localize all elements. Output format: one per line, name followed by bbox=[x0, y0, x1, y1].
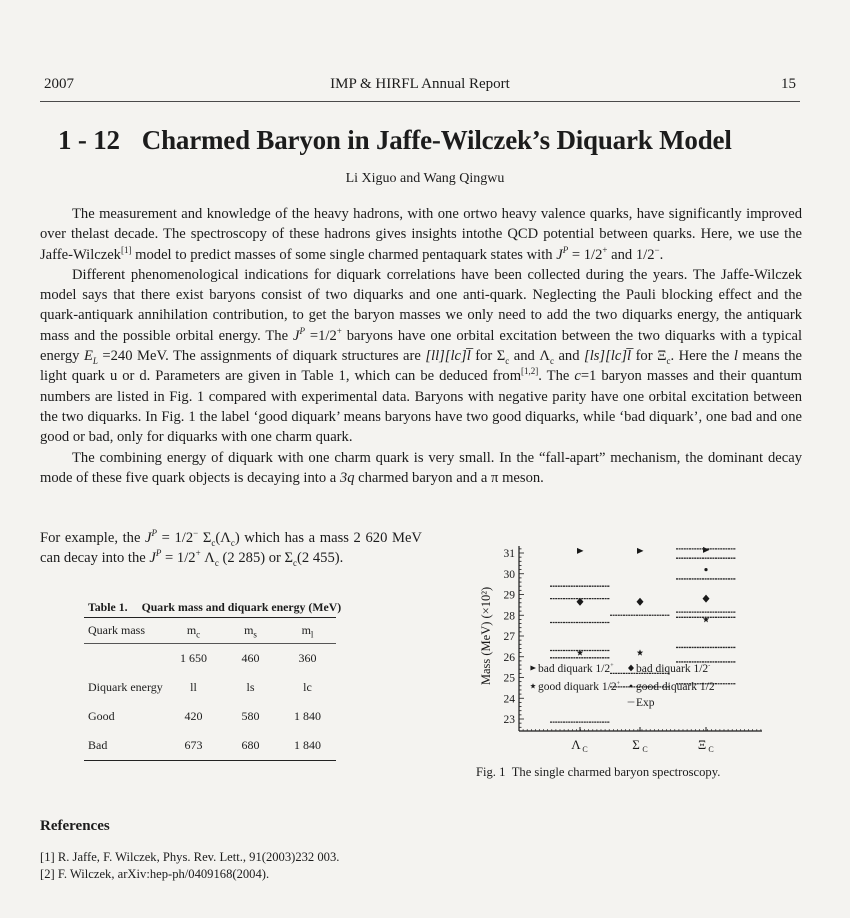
table-1 bbox=[84, 600, 342, 761]
table-cell: ls bbox=[246, 680, 255, 694]
data-point bbox=[703, 547, 710, 553]
symbol: J bbox=[556, 246, 563, 263]
table-header-cell: Quark mass bbox=[84, 618, 165, 644]
table-cell: ll bbox=[190, 680, 197, 694]
table-cell: 1 650 bbox=[180, 651, 207, 665]
table-cell: Diquark energy bbox=[88, 680, 163, 694]
x-category-subscript: C bbox=[582, 745, 588, 754]
legend-entry bbox=[530, 681, 620, 693]
table-cell: 1 840 bbox=[293, 738, 321, 752]
table-cell: 680 bbox=[241, 738, 260, 752]
symbol: [ll][lc]l̅ bbox=[425, 348, 471, 365]
text: and 1/2 bbox=[607, 246, 655, 263]
article-number: 1 - 12 bbox=[58, 125, 120, 155]
legend-label: good diquark 1/2+ bbox=[538, 681, 620, 693]
article-title bbox=[58, 125, 798, 156]
figure-caption bbox=[476, 765, 720, 780]
text: =240 MeV. The assignments of diquark structures are bbox=[97, 348, 426, 365]
symbol: c bbox=[505, 355, 510, 366]
symbol: 3q bbox=[339, 469, 355, 486]
table-row bbox=[84, 702, 336, 731]
header-year: 2007 bbox=[44, 76, 74, 92]
quark-mass-table bbox=[84, 617, 336, 761]
legend-marker bbox=[628, 665, 634, 672]
symbol: − bbox=[654, 244, 660, 255]
text: Different phenomenological indications for diquark correlations have been collected during the years. The Jaffe-Wilczek model says that there exist baryons consist of two diquarks and one anti-quark. Neglecting the Pauli blocking effect and the quark-antiquark annihilation contribution, to get the baryon masses we only need to add the two diquarks energy, the antiquark mass and the possible orbital energy. The bbox=[40, 266, 802, 344]
table-cell: lc bbox=[303, 680, 312, 694]
legend-label: bad diquark 1/2- bbox=[636, 663, 711, 675]
text: = 1/2 bbox=[568, 246, 603, 263]
y-tick-label: 28 bbox=[503, 610, 515, 623]
symbol: P bbox=[151, 528, 158, 539]
legend-superscript: - bbox=[708, 663, 711, 669]
symbol: m bbox=[301, 623, 311, 637]
header-journal: IMP & HIRFL Annual Report bbox=[330, 76, 510, 92]
series-bad-diquark-1-2- bbox=[577, 595, 710, 606]
reference-item bbox=[40, 866, 339, 883]
article-title-text: Charmed Baryon in Jaffe-Wilczek’s Diquark Model bbox=[141, 125, 732, 155]
symbol: c bbox=[211, 537, 216, 548]
y-tick-label: 29 bbox=[503, 589, 515, 602]
text: Σ bbox=[198, 530, 212, 546]
table-cell bbox=[84, 644, 165, 674]
symbol: P bbox=[155, 548, 162, 559]
y-tick-label: 31 bbox=[503, 548, 515, 560]
text: (2 455). bbox=[297, 550, 344, 567]
symbol: J bbox=[292, 327, 300, 344]
figure-label: Fig. 1 bbox=[476, 765, 506, 779]
x-category-label: Λ bbox=[571, 737, 581, 752]
legend-entry bbox=[530, 663, 614, 675]
citation: [1] bbox=[120, 244, 132, 255]
text: For example, the bbox=[40, 530, 146, 546]
legend-superscript: - bbox=[714, 681, 717, 687]
y-tick-label: 23 bbox=[503, 714, 515, 726]
table-cell: 460 bbox=[241, 651, 260, 665]
text: =1 baryon masses and their quantum numbers are listed in Fig. 1 compared with experimental data. Baryons with negative parity have one orbital excitation between the two diquarks. In Fig. 1 the label ‘good diquark’ means baryons have two good diquarks, while ‘bad diquark’, one bad and one good or bad, only for diquarks with one charm quark. bbox=[40, 368, 802, 446]
paragraph-1 bbox=[40, 204, 802, 265]
legend-label: good diquark 1/2- bbox=[636, 681, 717, 693]
series-bad-diquark-1-2- bbox=[577, 547, 710, 554]
text: = 1/2 bbox=[161, 550, 196, 567]
symbol: c bbox=[574, 368, 581, 385]
symbol: c bbox=[666, 355, 671, 366]
symbol: m bbox=[244, 623, 254, 637]
series-good-diquark-1-2- bbox=[577, 616, 709, 655]
text: . Here the bbox=[670, 348, 734, 365]
table-title: Quark mass and diquark energy (MeV) bbox=[141, 600, 342, 614]
text: = 1/2 bbox=[157, 530, 194, 546]
text: and bbox=[553, 348, 585, 365]
symbol: P bbox=[299, 325, 305, 336]
table-header-row bbox=[84, 618, 336, 644]
text: =1/2 bbox=[304, 327, 337, 344]
text: (2 285) or Σ bbox=[218, 550, 294, 567]
symbol: E bbox=[83, 348, 93, 365]
text: charmed baryon and a π meson. bbox=[354, 469, 544, 486]
symbol: s bbox=[253, 629, 257, 640]
table-label: Table 1. bbox=[88, 600, 128, 614]
x-category-subscript: C bbox=[708, 745, 714, 754]
running-header bbox=[44, 76, 796, 98]
symbol: c bbox=[196, 629, 201, 640]
text: (Λ bbox=[215, 530, 231, 546]
symbol: c bbox=[230, 537, 235, 548]
references-list bbox=[40, 849, 339, 882]
data-point bbox=[637, 649, 643, 655]
figure-caption-text: The single charmed baryon spectroscopy. bbox=[511, 765, 721, 779]
body-text bbox=[40, 204, 802, 488]
symbol: c bbox=[549, 355, 554, 366]
table-row bbox=[84, 731, 336, 761]
legend-marker bbox=[630, 685, 633, 688]
legend-marker bbox=[530, 683, 535, 688]
symbol: + bbox=[602, 244, 608, 255]
y-tick-label: 30 bbox=[503, 568, 515, 581]
table-cell: 420 bbox=[184, 709, 203, 723]
text: . The bbox=[538, 368, 575, 385]
x-category-label: Σ bbox=[632, 737, 640, 752]
chart-legend bbox=[530, 663, 716, 709]
legend-superscript: + bbox=[610, 663, 614, 669]
reference-text: F. Wilczek, arXiv:hep-ph/0409168(2004). bbox=[57, 866, 270, 881]
data-point bbox=[577, 548, 584, 554]
table-header-cell bbox=[279, 618, 336, 644]
reference-number: [1] bbox=[40, 850, 55, 864]
y-tick-label: 25 bbox=[503, 672, 515, 685]
table-cell: Good bbox=[88, 709, 115, 723]
symbol: J bbox=[145, 530, 152, 546]
symbol: − bbox=[193, 528, 199, 539]
legend-entry bbox=[628, 697, 655, 709]
table-row bbox=[84, 673, 336, 702]
text: means the light quark u or d. Parameters are given in Table 1, which can be deduced from bbox=[40, 348, 802, 385]
y-tick-label: 27 bbox=[503, 631, 515, 643]
text: . bbox=[659, 246, 664, 263]
text: The measurement and knowledge of the heavy hadrons, with one ortwo heavy valence quarks, have significantly improved over thelast decade. The spectroscopy of these hadrons gives insights intothe QCD potential between quarks. Here, we use the Jaffe-Wilczek bbox=[40, 206, 802, 263]
paragraph-3 bbox=[40, 448, 802, 489]
y-tick-label: 24 bbox=[503, 693, 515, 706]
data-point bbox=[704, 568, 707, 571]
table-cell: 580 bbox=[241, 709, 260, 723]
chart-axes bbox=[479, 546, 762, 754]
symbol: + bbox=[195, 548, 201, 559]
references-heading: References bbox=[40, 818, 110, 834]
legend-label: bad diquark 1/2+ bbox=[538, 663, 614, 675]
text: for Σ bbox=[470, 348, 506, 365]
legend-marker bbox=[530, 665, 536, 670]
text: and Λ bbox=[509, 348, 550, 365]
y-tick-label: 26 bbox=[503, 651, 515, 664]
table-cell: 360 bbox=[298, 651, 317, 665]
citation: [1,2] bbox=[521, 366, 539, 377]
text: for Ξ bbox=[631, 348, 667, 365]
reference-text: R. Jaffe, F. Wilczek, Phys. Rev. Lett., 91(2003)232 003. bbox=[57, 850, 340, 864]
symbol: c bbox=[293, 558, 298, 569]
table-cell: 1 840 bbox=[293, 709, 321, 723]
header-rule bbox=[40, 101, 800, 102]
symbol: l bbox=[310, 629, 314, 640]
legend-superscript: + bbox=[616, 681, 620, 687]
symbol: c bbox=[214, 558, 219, 569]
reference-number: [2] bbox=[40, 866, 55, 881]
article-authors: Li Xiguo and Wang Qingwu bbox=[345, 171, 505, 186]
x-category-label: Ξ bbox=[697, 737, 707, 752]
legend-label: Exp bbox=[636, 697, 655, 709]
x-category-subscript: C bbox=[642, 745, 648, 754]
data-point bbox=[637, 598, 644, 606]
table-caption bbox=[88, 600, 342, 615]
table-row bbox=[84, 644, 336, 674]
data-point bbox=[637, 548, 644, 554]
chart-marks bbox=[550, 547, 736, 722]
symbol: [ls][lc]l̅ bbox=[584, 348, 632, 365]
paragraph-2 bbox=[40, 265, 802, 448]
table-cell: Bad bbox=[88, 738, 108, 752]
legend-entry bbox=[630, 681, 717, 693]
text: baryons have one orbital excitation between the two diquarks with a typical energy bbox=[40, 327, 802, 365]
symbol: l bbox=[733, 348, 738, 365]
y-axis-label: Mass (MeV) (×10²) bbox=[479, 586, 493, 686]
table-header-cell bbox=[222, 618, 279, 644]
text: Λ bbox=[200, 550, 215, 567]
reference-item bbox=[40, 849, 339, 866]
symbol: m bbox=[186, 623, 197, 637]
symbol: J bbox=[149, 550, 156, 567]
paragraph-4 bbox=[40, 528, 422, 569]
spectroscopy-chart bbox=[470, 540, 800, 770]
text: ) which has a mass 2 620 MeV can decay into the bbox=[40, 530, 422, 567]
table-header-cell bbox=[165, 618, 222, 644]
symbol: L bbox=[92, 355, 98, 366]
table-cell: 673 bbox=[184, 738, 203, 752]
text: model to predict masses of some single charmed pentaquark states with bbox=[131, 246, 557, 263]
data-point bbox=[703, 595, 710, 603]
symbol: + bbox=[336, 325, 342, 336]
legend-entry bbox=[628, 663, 710, 675]
symbol: P bbox=[562, 244, 569, 255]
text: The combining energy of diquark with one charm quark is very small. In the “fall-apart” mechanism, the dominant decay mode of these five quark objects is decaying into a bbox=[40, 449, 802, 486]
series-good-diquark-1-2- bbox=[704, 568, 707, 571]
header-page-number: 15 bbox=[781, 76, 796, 92]
